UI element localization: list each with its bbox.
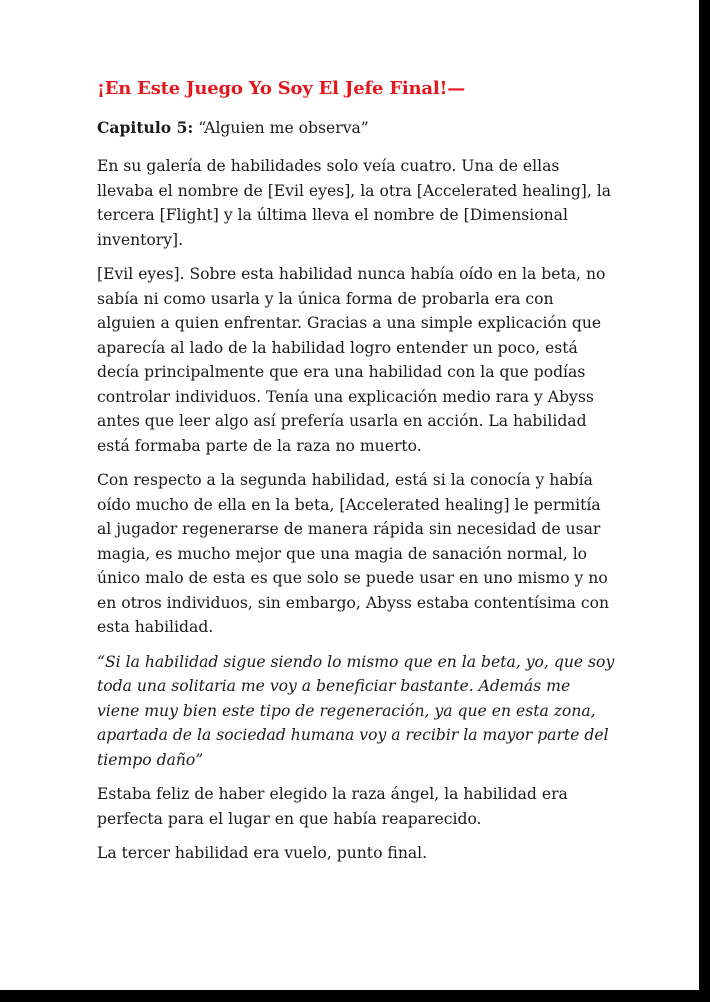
chapter-heading [97,116,617,140]
paragraph-angel-race: Estaba feliz de haber elegido la raza ángel, la habilidad era perfecta para el lugar en que había reaparecido. [97,785,568,828]
paragraph-accelerated-healing: Con respecto a la segunda habilidad, está si la conocía y había oído mucho de ella en la beta, [Accelerated healing] le permitía al jugador regenerarse de manera rápida sin necesidad de usar magia, es mucho mejor que una magia de sanación normal, lo único malo de esta es que solo se puede usar en uno mismo y no en otros individuos, sin embargo, Abyss estaba contentísima con esta habilidad. [97,471,610,636]
paragraph-evil-eyes: [Evil eyes]. Sobre esta habilidad nunca había oído en la beta, no sabía ni como usarla y la única forma de probarla era con alguien a quien enfrentar. Gracias a una simple explicación que aparecía al lado de la habilidad logro entender un poco, está decía principalmente que era una habilidad con la que podías controlar individuos. Tenía una explicación medio rara y Abyss antes que leer algo así prefería usarla en acción. La habilidad está formaba parte de la raza no muerto. [97,265,606,455]
paragraph-quote: “Si la habilidad sigue siendo lo mismo que en la beta, yo, que soy toda una solitaria me voy a beneficiar bastante. Además me viene muy bien este tipo de regeneración, ya que en esta zona, apartada de la sociedad humana voy a recibir la mayor parte del tiempo daño” [97,652,615,769]
paragraph-flight: La tercer habilidad era vuelo, punto final. [97,844,428,862]
document-title: ¡En Este Juego Yo Soy El Jefe Final!— [97,78,466,99]
chapter-title: “Alguien me observa” [198,119,369,137]
chapter-label: Capitulo 5: [97,118,194,137]
paragraph-skills-gallery: En su galería de habilidades solo veía cuatro. Una de ellas llevaba el nombre de [Evil eyes], la otra [Accelerated healing], la tercera [Flight] y la última lleva el nombre de [Dimensional inventory]. [97,157,612,249]
